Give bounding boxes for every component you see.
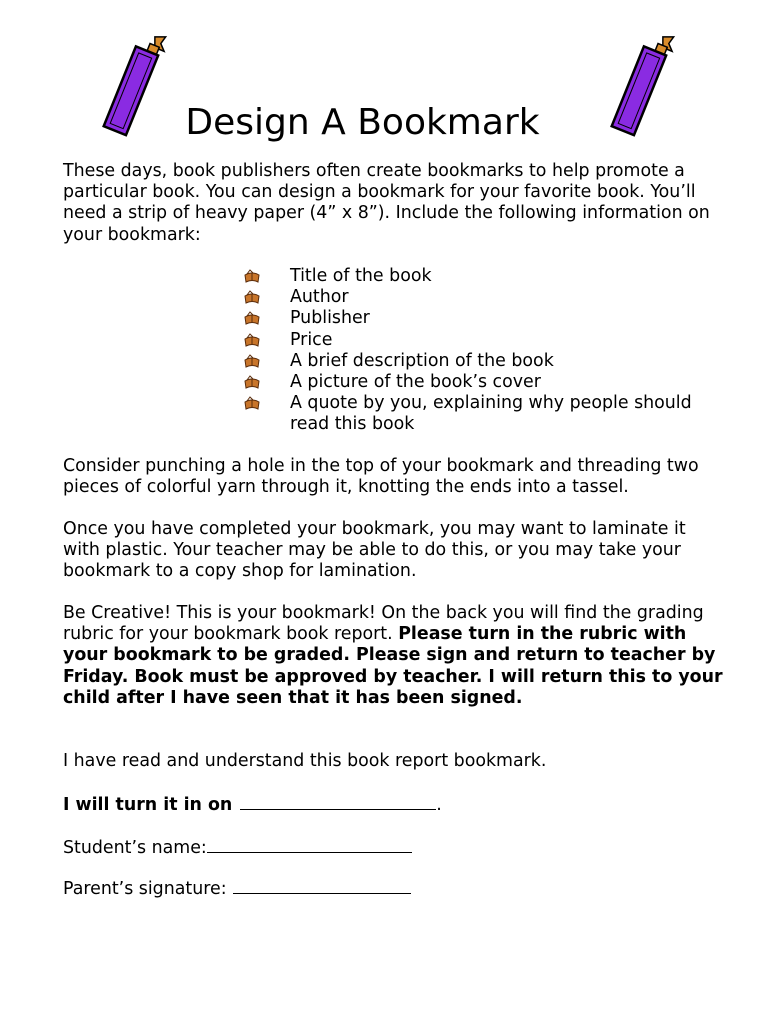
book-bullet-icon [243,375,261,391]
book-bullet-icon [243,396,261,412]
list-item [243,308,713,329]
book-bullet-icon [243,311,261,327]
book-bullet-icon [243,290,261,306]
list-item [243,351,713,372]
student-name-row [63,836,723,859]
instructions-bold-text: Please turn in the rubric with your bookmark to be graded. Please sign and return to teacher by Friday. Book must be approved by teacher. I will return this to your child after I have seen that it has been signed. [63,624,723,708]
requirements-list [243,266,713,436]
list-item [243,393,713,435]
list-item [243,266,713,287]
book-bullet-icon [243,333,261,349]
intro-paragraph: These days, book publishers often create bookmarks to help promote a particular book. You can design a bookmark for your favorite book. You’ll need a strip of heavy paper (4” x 8”). Include the following information on your bookmark: [63,161,710,245]
list-item-text: A brief description of the book [290,350,554,371]
book-bullet-icon [243,354,261,370]
turn-in-date-blank[interactable] [240,793,436,810]
turn-in-row [63,793,723,816]
student-name-label: Student’s name: [63,838,207,858]
parent-signature-row [63,877,723,900]
page-title: Design A Bookmark [185,102,540,143]
list-item-text: A quote by you, explaining why people should read this book [290,393,692,435]
turn-in-period: . [436,795,442,815]
creative-paragraph [63,603,723,709]
yarn-paragraph: Consider punching a hole in the top of your bookmark and threading two pieces of colorful yarn through it, knotting the ends into a tassel. [63,456,699,498]
book-bullet-icon [243,269,261,285]
student-name-blank[interactable] [207,836,412,853]
creative-text: Be Creative! This is your bookmark! On the back you will find the grading rubric for your bookmark book report. [63,603,704,645]
list-item-text: A picture of the book’s cover [290,372,541,393]
turn-in-label: I will turn it in on [63,795,233,815]
list-item-text: Price [290,329,333,350]
list-item-text: Title of the book [290,266,432,286]
parent-signature-label: Parent’s signature: [63,879,227,899]
list-item-text: Publisher [290,308,370,329]
laminate-paragraph: Once you have completed your bookmark, you may want to laminate it with plastic. Your teacher may be able to do this, or you may take your bookmark to a copy shop for lamination. [63,519,686,582]
list-item [243,372,713,393]
list-item [243,330,713,351]
acknowledgement-text: I have read and understand this book report bookmark. [63,751,547,771]
list-item-text: Author [290,287,349,308]
list-item [243,287,713,308]
parent-signature-blank[interactable] [233,877,411,894]
